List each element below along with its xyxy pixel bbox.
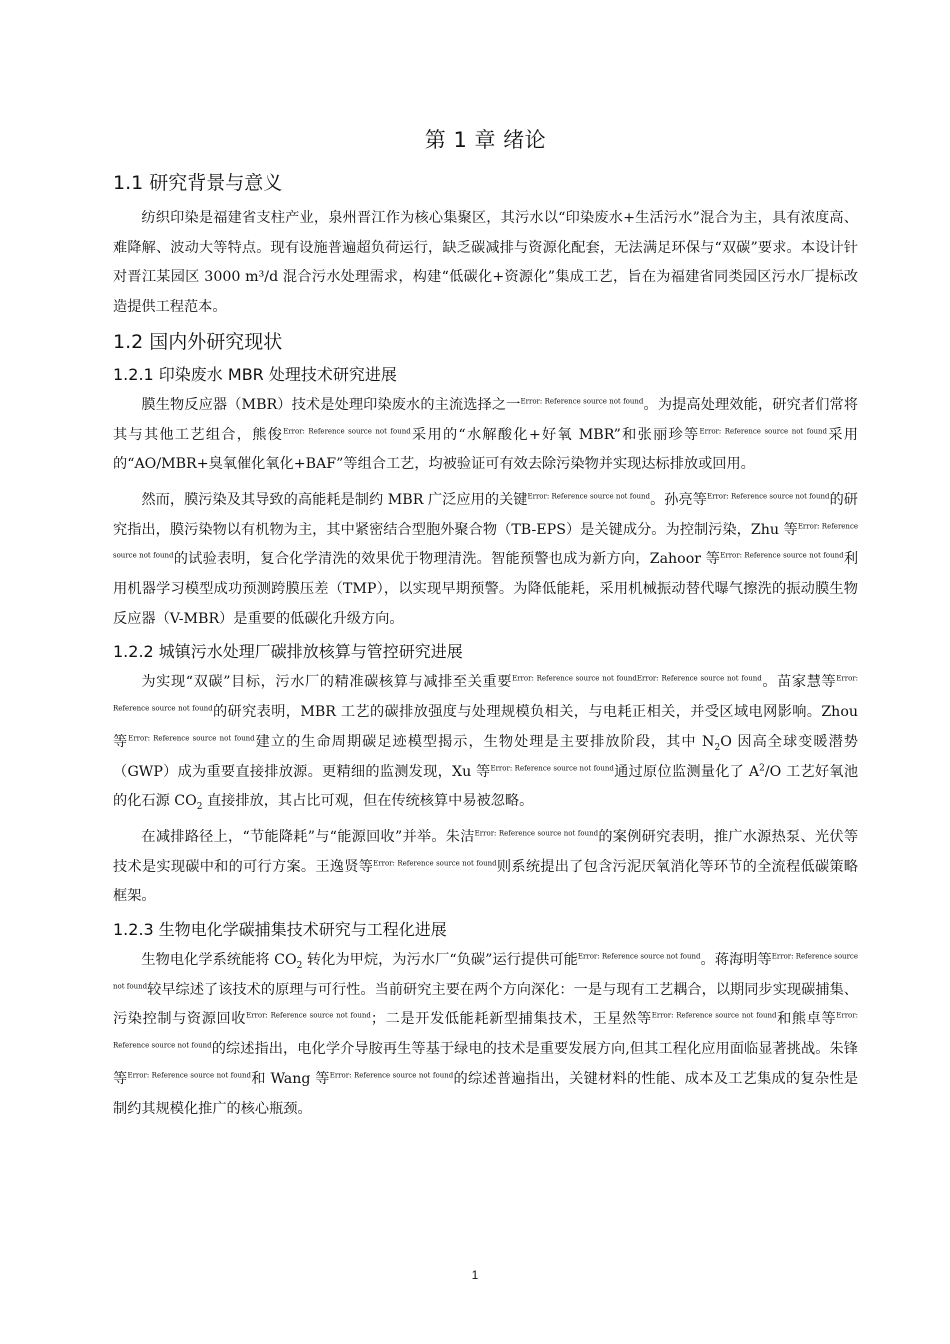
section-heading-1-1: 1.1 研究背景与意义 (113, 172, 283, 194)
paragraph-bioelectrochemical: 生物电化学系统能将 $CO_2$ 转化为甲烷，为污水厂“负碳”运行提供可能$^{Error: Reference source not found}$。蒋海明等$^{Error: Reference source not found}$较早综述了该技术的原理与可行性。当前研究主要在两个方向深化：一是与现有工艺耦合，以期同步实现碳捕集、污染控制与资源回收$^{Error: Reference source not found}$；二是开发低能耗新型捕集技术，王星然等$^{Error: Reference source not found}$和熊卓等$^{Error: Reference source not found}$的综述指出，电化学介导胺再生等基于绿电的技术是重要发展方向,但其工程化应用面临显著挑战。朱锋等$^{Error: Reference source not found}$和 Wang 等$^{Error: Reference source not found}$的综述普遍指出，关键材料的性能、成本及工艺集成的复杂性是制约其规模化推广的核心瓶颈。 (113, 952, 859, 1117)
paragraph-membrane-fouling: 然而，膜污染及其导致的高能耗是制约 MBR 广泛应用的关键$^{Error: Reference source not found}$。孙亮等$^{Error: Reference source not found}$的研究指出，膜污染物以有机物为主，其中紧密结合型胞外聚合物（TB-EPS）是关键成分。为控制污染，Zhu 等$^{Error: Reference source not found}$的试验表明，复合化学清洗的效果优于物理清洗。智能预警也成为新方向，Zahoor 等$^{Error: Reference source not found}$利用机器学习模型成功预测跨膜压差（TMP），以实现早期预警。为降低能耗，采用机械振动替代曝气擦洗的振动膜生物反应器（V-MBR）是重要的低碳化升级方向。 (113, 491, 859, 627)
paragraph-carbon-accounting: 为实现“双碳”目标，污水厂的精准碳核算与减排至关重要$^{Error: Reference source not foundError: Reference source not found}$。苗家慧等$^{Error: Reference source not found}$的研究表明，MBR 工艺的碳排放强度与处理规模负相关，与电耗正相关，并受区域电网影响。Zhou 等$^{Error: Reference source not found}$建立的生命周期碳足迹模型揭示，生物处理是主要排放阶段，其中 $N_2O$ 因高全球变暖潜势（GWP）成为重要直接排放源。更精细的监测发现，Xu 等$^{Error: Reference source not found}$通过原位监测量化了 $A^2/O$ 工艺好氧池的化石源 $CO_2$ 直接排放，其占比可观，但在传统核算中易被忽略。 (113, 674, 859, 813)
subsection-heading-1-2-2: 1.2.2 城镇污水处理厂碳排放核算与管控研究进展 (113, 642, 463, 662)
citation-error: Error: Reference source not found (128, 734, 255, 743)
citation-error: Error: Reference source not found (329, 1071, 454, 1080)
paragraph-background: 纺织印染是福建省支柱产业，泉州晋江作为核心集聚区，其污水以“印染废水+生活污水”混合为主，具有浓度高、难降解、波动大等特点。现有设施普遍超负荷运行，缺乏碳减排与资源化配套，无法满足环保与“双碳”要求。本设计针对晋江某园区 3000 m³/d 混合污水处理需求，构建“低碳化+资源化”集成工艺，旨在为福建省同类园区污水厂提标改造提供工程范本。 (113, 210, 858, 316)
citation-error: Error: Reference source not found (651, 1011, 777, 1020)
citation-error: Error: Reference source not found (113, 1011, 858, 1050)
citation-error: Error: Reference source not found (527, 492, 651, 501)
subsection-heading-1-2-1: 1.2.1 印染废水 MBR 处理技术研究进展 (113, 364, 397, 384)
section-heading-1-2: 1.2 国内外研究现状 (113, 330, 283, 353)
citation-error: Error: Reference source not found (246, 1011, 371, 1020)
page-number: 1 (471, 1268, 479, 1282)
page-content (113, 124, 858, 1130)
citation-error: Error: Reference source not found (113, 521, 859, 560)
paragraph-emission-reduction: 在减排路径上，“节能降耗”与“能源回收”并举。朱洁$^{Error: Reference source not found}$的案例研究表明，推广水源热泵、光伏等技术是实现碳中和的可行方案。王逸贤等$^{Error: Reference source not found}$则系统提出了包含污泥厌氧消化等环节的全流程低碳策略框架。 (113, 828, 859, 905)
paragraph-mbr-overview: 膜生物反应器（MBR）技术是处理印染废水的主流选择之一$^{Error: Reference source not found}$。为提高处理效能，研究者们常将其与其他工艺组合，熊俊$^{Error: Reference source not found}$采用的“水解酸化+好氧 MBR”和张丽珍等$^{Error: Reference source not found}$采用的“AO/MBR+臭氧催化氧化+BAF”等组合工艺，均被验证可有效去除污染物并实现达标排放或回用。 (113, 396, 858, 473)
citation-error: Error: Reference source not found (699, 426, 828, 435)
citation-error: Error: Reference source not found (474, 829, 599, 838)
subsection-heading-1-2-3: 1.2.3 生物电化学碳捕集技术研究与工程化进展 (113, 920, 447, 940)
citation-error: Error: Reference source not found (373, 858, 497, 867)
citation-error: Error: Reference source not found (577, 952, 701, 961)
chapter-title: 第 1 章 绪论 (424, 128, 547, 152)
citation-error: Error: Reference source not found (113, 674, 859, 713)
citation-error: Error: Reference source not found (512, 674, 637, 683)
citation-error: Error: Reference source not found (490, 763, 614, 772)
citation-error: Error: Reference source not found (127, 1071, 251, 1080)
citation-error: Error: Reference source not found (636, 674, 762, 683)
citation-error: Error: Reference source not found (520, 397, 644, 406)
citation-error: Error: Reference source not found (283, 426, 411, 435)
citation-error: Error: Reference source not found (113, 952, 858, 991)
citation-error: Error: Reference source not found (720, 551, 844, 560)
citation-error: Error: Reference source not found (706, 492, 830, 501)
